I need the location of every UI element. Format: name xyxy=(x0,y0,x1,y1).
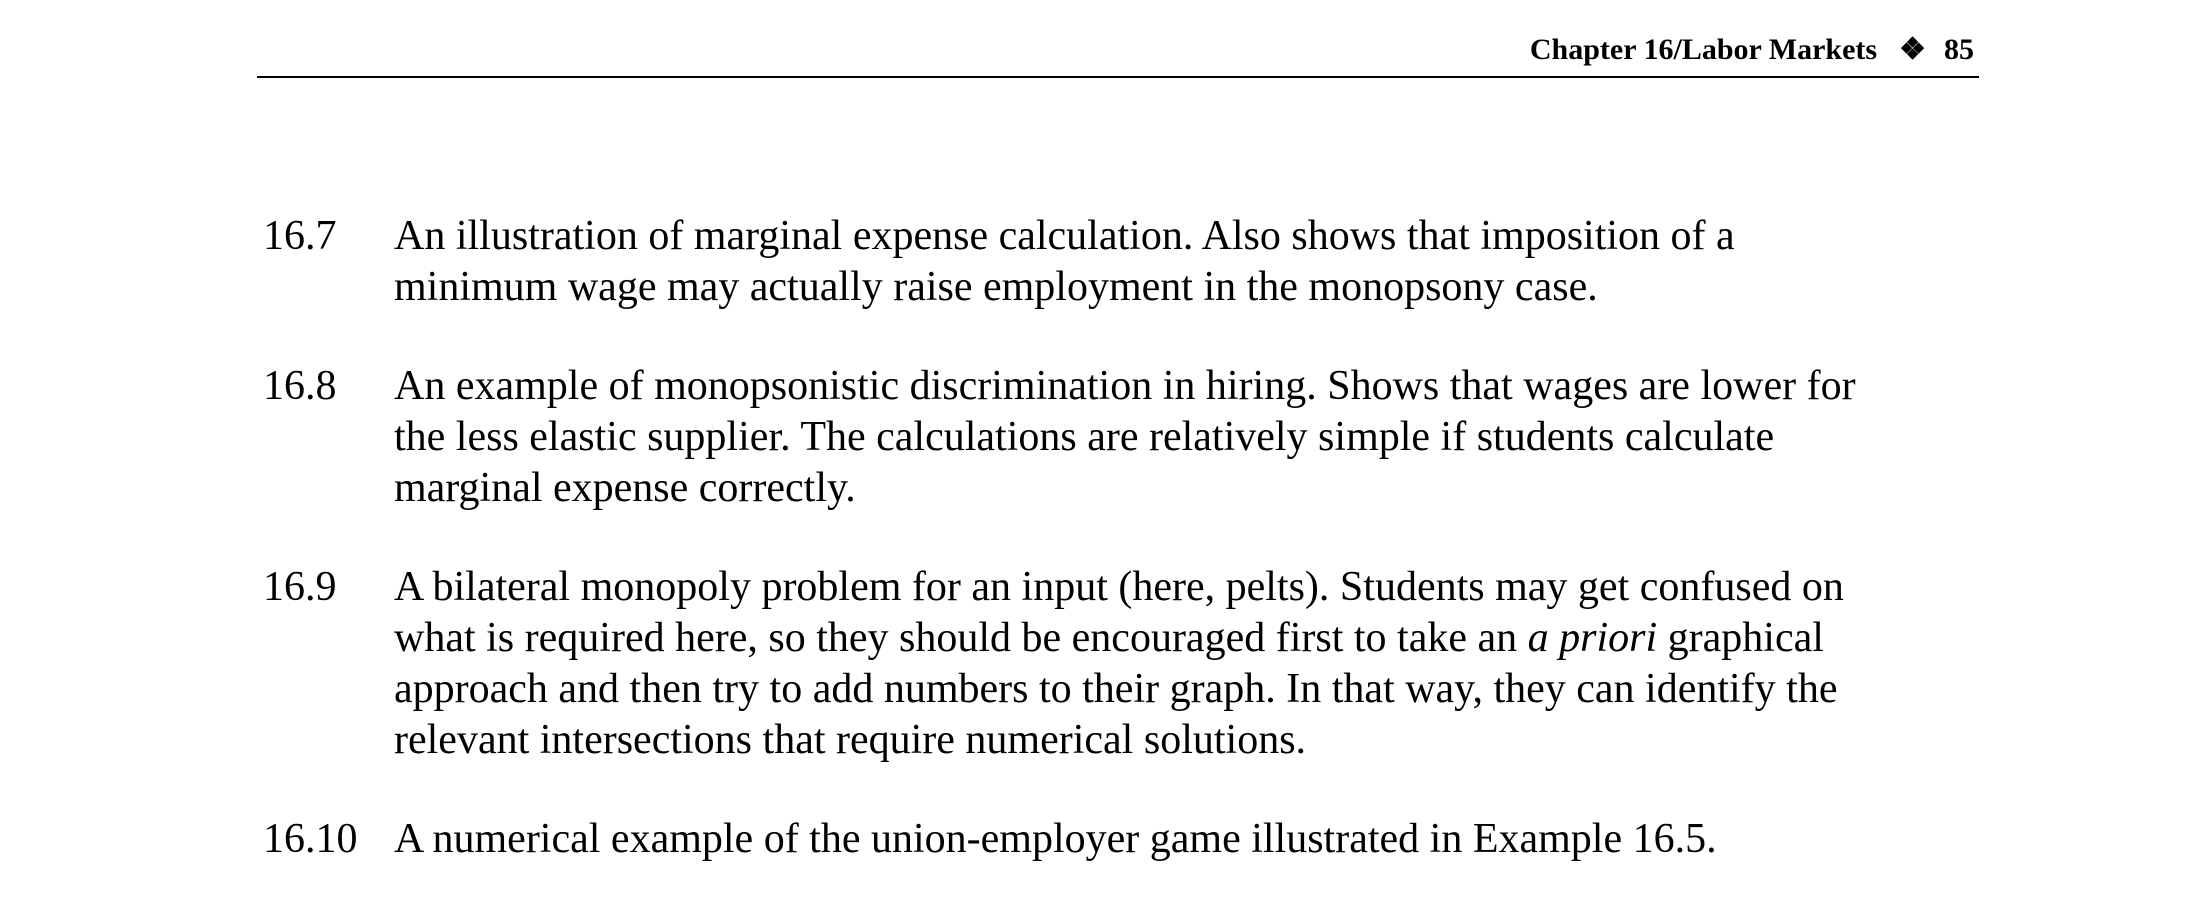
item-text-part: A bilateral monopoly problem for an input (here, pelts). Students may get confused on what is required here, so they should be encouraged first to take an xyxy=(394,564,1844,661)
item-number: 16.10 xyxy=(263,816,358,862)
chapter-title: Chapter 16/Labor Markets xyxy=(1529,33,1878,66)
list-item xyxy=(263,814,1963,865)
running-header xyxy=(257,28,1979,78)
notes-list xyxy=(263,211,1963,865)
page-number: 85 xyxy=(1944,33,1974,66)
item-text: An example of monopsonistic discrimination in hiring. Shows that wages are lower for the less elastic supplier. The calculations are relatively simple if students calculate marginal expense correctly. xyxy=(394,363,1856,511)
item-text-part: graphical approach and then try to add numbers to their graph. In that way, they can identify the relevant intersections that require numerical solutions. xyxy=(394,615,1838,763)
list-item xyxy=(263,211,1963,313)
list-item xyxy=(263,562,1963,766)
item-number: 16.9 xyxy=(263,564,337,610)
item-text: A numerical example of the union-employer game illustrated in Example 16.5. xyxy=(394,816,1717,862)
diamond-ornament-icon: ❖ xyxy=(1899,33,1926,66)
item-number: 16.7 xyxy=(263,213,337,259)
item-text xyxy=(394,562,1963,766)
item-text-italic: a priori xyxy=(1527,615,1658,661)
list-item xyxy=(263,361,1963,514)
item-text: An illustration of marginal expense calculation. Also shows that imposition of a minimum wage may actually raise employment in the monopsony case. xyxy=(394,213,1735,310)
item-number: 16.8 xyxy=(263,363,337,409)
